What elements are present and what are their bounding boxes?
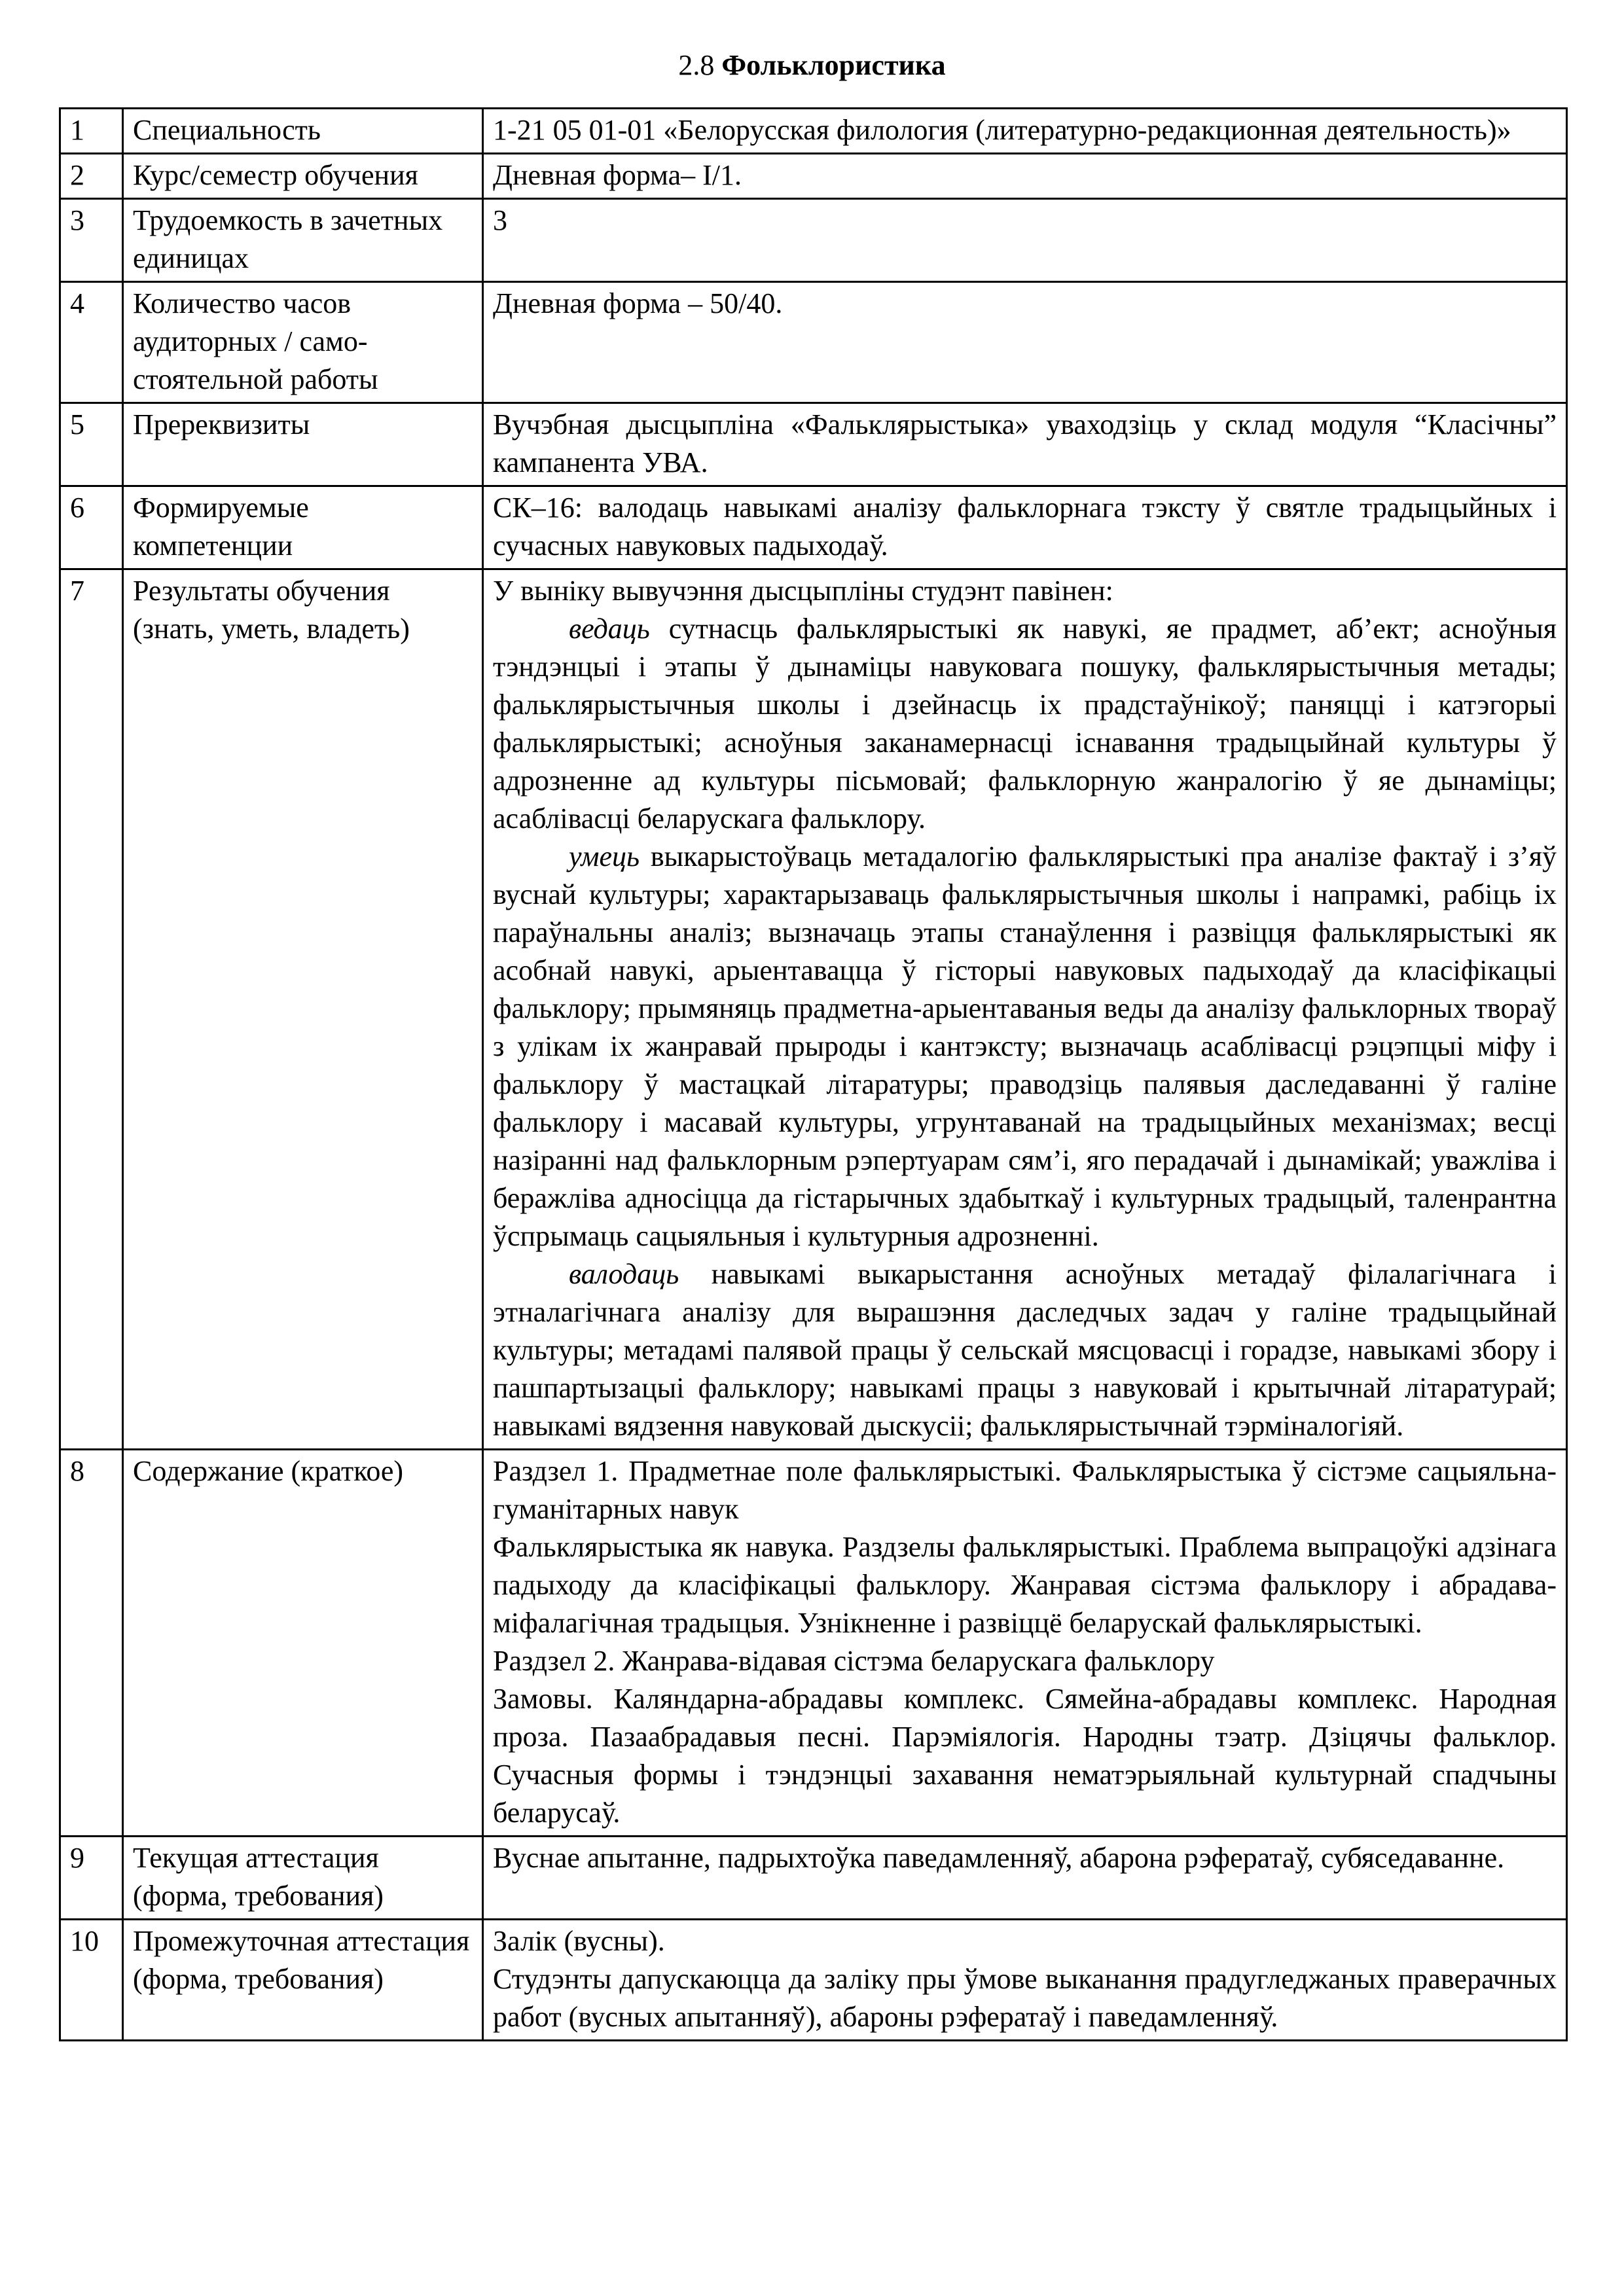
table-row — [60, 569, 1567, 1450]
row-label: Трудоемкость в зачетных единицах — [123, 199, 483, 282]
row-number: 8 — [60, 1450, 123, 1837]
content-section-2-text: Замовы. Каляндарна-абрадавы комплекс. Сямейна-абрадавы комплекс. Народная проза. Пазаабрадавыя песні. Парэміялогія. Народны тэатр. Дзіцячы фальклор. Сучасныя формы і тэндэнцыі захавання нематэрыяльнай культурнай спадчыны беларусаў. — [493, 1683, 1557, 1829]
row-value: Дневная форма – 50/40. — [483, 282, 1567, 403]
outcome-text-know: сутнасць фальклярыстыкі як навукі, яе прадмет, аб’ект; асноўныя тэндэнцыі і этапы ў дынаміцы навуковага пошуку, фальклярыстычныя метады; фальклярыстычныя школы і дзейнасць іх прадстаўнікоў; паняцці і катэгорыі фальклярыстыкі; асноўныя заканамернасці існавання традыцыйнай культуры ў адрозненне ад культуры пісьмовай; фальклорную жанралогію ў яе дынаміцы; асаблівасці беларускага фальклору. — [493, 613, 1557, 834]
content-section-1-title: Раздзел 1. Прадметнае поле фальклярыстыкі. Фальклярыстыка ў сістэме сацыяльна-гуманітарных навук — [493, 1455, 1557, 1525]
content-section-2-title: Раздзел 2. Жанрава-відавая сістэма беларускага фальклору — [493, 1645, 1215, 1677]
row-number: 2 — [60, 154, 123, 199]
table-row — [60, 1450, 1567, 1837]
row-label: Содержание (краткое) — [123, 1450, 483, 1837]
course-spec-table — [59, 107, 1568, 2041]
row-label: Курс/семестр обучения — [123, 154, 483, 199]
table-row — [60, 403, 1567, 486]
outcome-text-can: выкарыстоўваць метадалогію фальклярыстыкі пра аналізе фактаў і з’яў вуснай культуры; характарызаваць фальклярыстычныя школы і напрамкі, рабіць іх параўнальны аналіз; вызначаць этапы станаўлення і развіцця фальклярыстыкі як асобнай навукі, арыентавацца ў гісторыі навуковых падыходаў да класіфікацыі фальклору; прымяняць прадметна-арыентаваныя веды да аналізу фальклорных твораў з улікам іх жанравай прыроды і кантэксту; вызначаць асаблівасці рэцэпцыі міфу і фальклору ў мастацкай літаратуры; праводзіць палявыя даследаванні ў галіне фальклору і масавай культуры, угрунтаванай на традыцыйных механізмах; весці назіранні над фальклорным рэпертуарам сям’і, яго перадачай і дынамікай; уважліва і беражліва адносіцца да гістарычных здабыткаў і культурных традыцый, таленрантна ўспрымаць сацыяльныя і культурныя адрозненні. — [493, 840, 1557, 1252]
row-value — [483, 569, 1567, 1450]
final-assessment-form: Залік (вусны). — [493, 1925, 665, 1957]
row-value: Вуснае апытанне, падрыхтоўка паведамленняў, абарона рэфератаў, субяседаванне. — [483, 1837, 1567, 1920]
outcome-master — [493, 1255, 1557, 1445]
outcome-lead-can: умець — [569, 840, 640, 872]
outcome-know — [493, 610, 1557, 838]
row-number: 10 — [60, 1920, 123, 2041]
row-value — [483, 109, 1567, 154]
row-value: Дневная форма– I/1. — [483, 154, 1567, 199]
specialty-value: 1-21 05 01-01 «Белорусская филология (литературно-редакционная деятельность)» — [493, 114, 1511, 146]
row-label: Результаты обучения (знать, уметь, владеть) — [123, 569, 483, 1450]
table-row — [60, 199, 1567, 282]
section-title: Фольклористика — [721, 49, 946, 81]
row-value: СК–16: валодаць навыкамі аналізу фальклорнага тэксту ў святле традыцыйных і сучасных навуковых падыходаў. — [483, 486, 1567, 569]
row-number: 5 — [60, 403, 123, 486]
section-number: 2.8 — [678, 49, 715, 81]
row-number: 1 — [60, 109, 123, 154]
row-label: Специальность — [123, 109, 483, 154]
content-section-1-text: Фальклярыстыка як навука. Раздзелы фальклярыстыкі. Праблема выпрацоўкі адзінага падыходу да класіфікацыі фальклору. Жанравая сістэма фальклору і абрадава-міфалагічная традыцыя. Узнікненне і развіццё беларускай фальклярыстыкі. — [493, 1531, 1557, 1639]
table-row — [60, 282, 1567, 403]
row-value — [483, 1920, 1567, 2041]
row-value: Вучэбная дысцыпліна «Фальклярыстыка» уваходзіць у склад модуля “Класічны” кампанента УВА. — [483, 403, 1567, 486]
table-row — [60, 1920, 1567, 2041]
outcome-lead-know: ведаць — [569, 613, 650, 645]
table-row — [60, 109, 1567, 154]
table-row — [60, 154, 1567, 199]
row-label: Формируемые компетенции — [123, 486, 483, 569]
outcomes-intro: У выніку вывучэння дысцыпліны студэнт павінен: — [493, 575, 1113, 607]
row-value — [483, 1450, 1567, 1837]
outcome-can — [493, 838, 1557, 1255]
outcome-text-master: навыкамі выкарыстання асноўных метадаў філалагічнага і этналагічнага аналізу для вырашэння даследчых задач у галіне традыцыйнай культуры; метадамі палявой працы ў сельскай мясцовасці і горадзе, навыкамі збору і пашпартызацыі фальклору; навыкамі працы з навуковай і крытычнай літаратурай; навыкамі вядзення навуковай дыскусіі; фальклярыстычнай тэрміналогіяй. — [493, 1258, 1557, 1442]
page-title — [0, 46, 1624, 85]
table-row — [60, 486, 1567, 569]
row-label: Количество часов аудиторных / само-стоятельной работы — [123, 282, 483, 403]
row-label: Промежуточная аттестация (форма, требования) — [123, 1920, 483, 2041]
final-assessment-requirements: Студэнты дапускаюцца да заліку пры ўмове выканання прадугледжаных праверачных работ (вусных апытанняў), абароны рэфератаў і паведамленняў. — [493, 1963, 1557, 2033]
row-number: 4 — [60, 282, 123, 403]
table-row — [60, 1837, 1567, 1920]
outcome-lead-master: валодаць — [569, 1258, 679, 1290]
row-number: 9 — [60, 1837, 123, 1920]
row-value: 3 — [483, 199, 1567, 282]
row-label: Пререквизиты — [123, 403, 483, 486]
row-number: 6 — [60, 486, 123, 569]
row-number: 3 — [60, 199, 123, 282]
row-label: Текущая аттестация (форма, требования) — [123, 1837, 483, 1920]
row-number: 7 — [60, 569, 123, 1450]
